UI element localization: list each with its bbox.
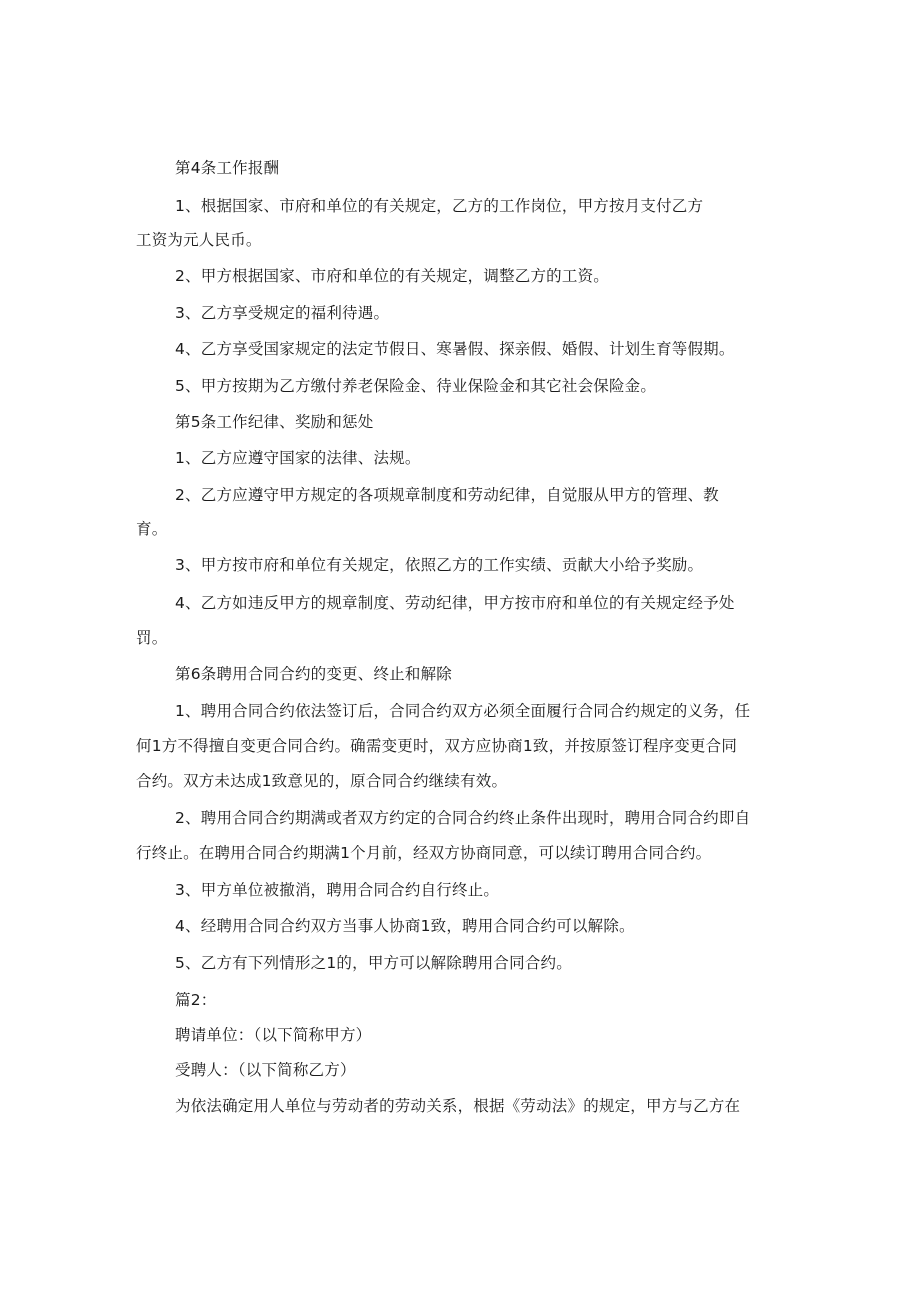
preamble-line: 为依法确定用人单位与劳动者的劳动关系，根据《劳动法》的规定，甲方与乙方在: [175, 1097, 741, 1115]
article-5-heading: 第5条工作纪律、奖励和惩处: [175, 413, 374, 431]
article-6-item-1: 1、聘用合同合约依法签订后，合同合约双方必须全面履行合同合约规定的义务，任: [175, 702, 751, 720]
article-4-heading: 第4条工作报酬: [175, 159, 280, 177]
article-5-item-4: 4、乙方如违反甲方的规章制度、劳动纪律，甲方按市府和单位的有关规定经予处: [175, 594, 735, 612]
article-4-item-4: 4、乙方享受国家规定的法定节假日、寒暑假、探亲假、婚假、计划生育等假期。: [175, 340, 735, 358]
article-6-item-5: 5、乙方有下列情形之1的，甲方可以解除聘用合同合约。: [175, 954, 572, 972]
article-6-item-2-cont: 行终止。在聘用合同合约期满1个月前，经双方协商同意，可以续订聘用合同合约。: [136, 844, 712, 862]
article-4-item-2: 2、甲方根据国家、市府和单位的有关规定，调整乙方的工资。: [175, 267, 609, 285]
article-4-item-5: 5、甲方按期为乙方缴付养老保险金、待业保险金和其它社会保险金。: [175, 377, 657, 395]
article-5-item-3: 3、甲方按市府和单位有关规定，依照乙方的工作实绩、贡献大小给予奖励。: [175, 556, 704, 574]
section-2-heading: 篇2：: [175, 991, 217, 1009]
article-5-item-4-cont: 罚。: [136, 629, 168, 647]
article-6-item-3: 3、甲方单位被撤消，聘用合同合约自行终止。: [175, 881, 500, 899]
article-5-item-2: 2、乙方应遵守甲方规定的各项规章制度和劳动纪律，自觉服从甲方的管理、教: [175, 486, 719, 504]
article-6-item-4: 4、经聘用合同合约双方当事人协商1致，聘用合同合约可以解除。: [175, 917, 635, 935]
article-6-item-1-cont-a: 何1方不得擅自变更合同合约。确需变更时，双方应协商1致，并按原签订程序变更合同: [136, 737, 738, 755]
employee-line: 受聘人：（以下简称乙方）: [175, 1061, 356, 1079]
article-4-item-1-cont: 工资为元人民币。: [136, 231, 262, 249]
article-4-item-3: 3、乙方享受规定的福利待遇。: [175, 304, 390, 322]
employer-line: 聘请单位：（以下简称甲方）: [175, 1026, 372, 1044]
article-6-heading: 第6条聘用合同合约的变更、终止和解除: [175, 665, 452, 683]
article-5-item-1: 1、乙方应遵守国家的法律、法规。: [175, 449, 421, 467]
article-6-item-2: 2、聘用合同合约期满或者双方约定的合同合约终止条件出现时，聘用合同合约即自: [175, 809, 751, 827]
article-4-item-1: 1、根据国家、市府和单位的有关规定，乙方的工作岗位，甲方按月支付乙方: [175, 197, 704, 215]
article-5-item-2-cont: 育。: [136, 520, 168, 538]
article-6-item-1-cont-b: 合约。双方未达成1致意见的，原合同合约继续有效。: [136, 772, 508, 790]
